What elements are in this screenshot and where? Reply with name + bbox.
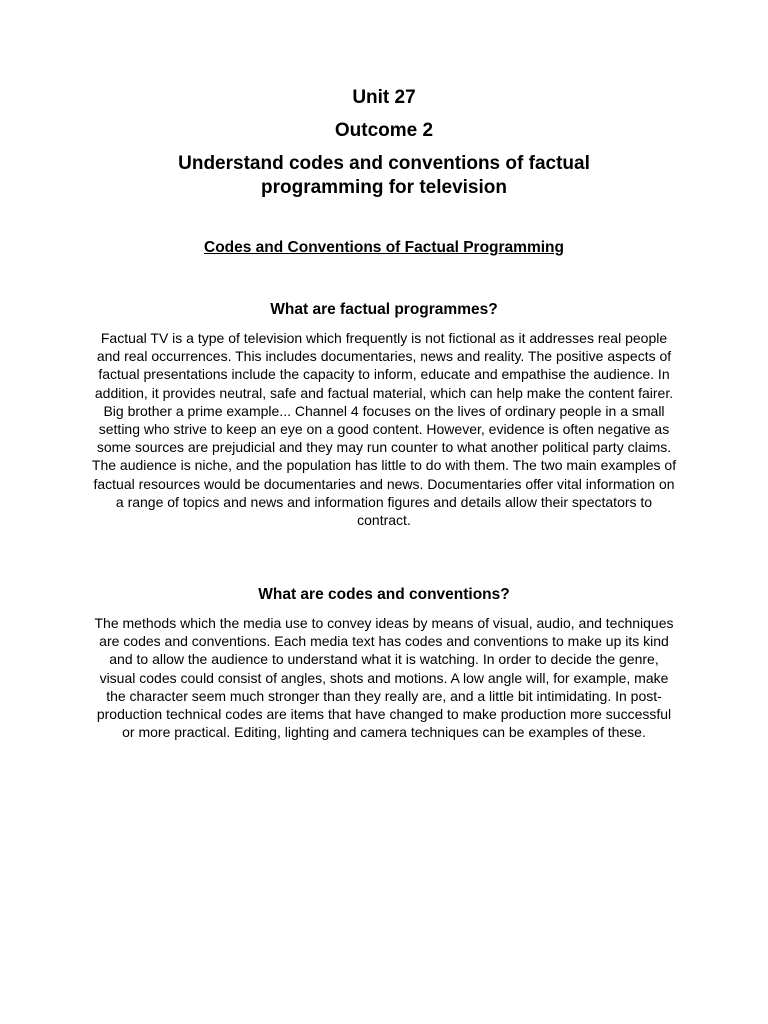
outcome-title: Outcome 2 [334,120,434,141]
unit-title: Unit 27 [352,87,416,108]
document-title: Understand codes and conventions of factual programming for television [178,153,590,198]
paragraph-codes-and-conventions: The methods which the media use to convey ideas by means of visual, audio, and techniques are codes and conventions. Each media text has codes and conventions to make up its kind and to allow the audience to understand what it is watching. In order to decide the genre, visual codes could consist of angles, shots and motions. A low angle will, for example, make the character seem much stronger than they really are, and a little bit intimidating. In post-production technical codes are items that have changed to make production more successful or more practical. Editing, lighting and camera techniques can be examples of these. [94,615,674,741]
question-heading-codes-and-conventions: What are codes and conventions? [258,586,510,603]
section-heading: Codes and Conventions of Factual Programming [204,239,564,256]
question-heading-factual-programmes: What are factual programmes? [270,301,498,318]
paragraph-factual-programmes: Factual TV is a type of television which frequently is not fictional as it addresses real people and real occurrences. This includes documentaries, news and reality. The positive aspects of factual presentations include the capacity to inform, educate and empathise the audience. In addition, it provides neutral, safe and factual material, which can help make the content fairer. Big brother a prime example... Channel 4 focuses on the lives of ordinary people in a small setting who strive to keep an eye on a good content. However, evidence is often negative as some sources are prejudicial and they may run counter to what another political party claims. The audience is niche, and the population has little to do with them. The two main examples of factual resources would be documentaries and news. Documentaries offer vital information on a range of topics and news and information figures and details allow their spectators to contract. [91,330,677,529]
